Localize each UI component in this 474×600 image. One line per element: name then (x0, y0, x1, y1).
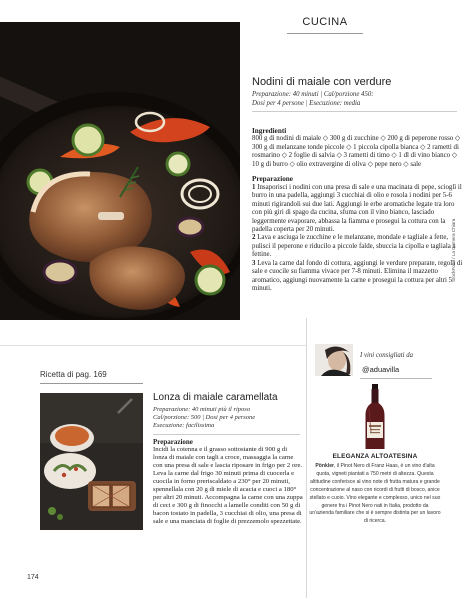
secondary-meta-line-3: Esecuzione: facilissima (153, 422, 215, 429)
sommelier-handle[interactable]: @aduavilla (362, 365, 400, 374)
wine-description (309, 463, 441, 526)
ingredients-list: 800 g di nodini di maiale ◇ 300 g di zucchine ◇ 200 g di peperone rosso ◇ 300 g di melanzane tonde piccole ◇ 1 piccola cipolla bianca ◇ 2 rametti di rosmarino ◇ 2 foglie di salvia ◇ 3 rametti di timo ◇ 1 dl di vino bianco ◇ 10 g di burro ◇ olio extravergine di oliva ◇ pepe nero ◇ sale (252, 135, 461, 168)
preparation-heading: Preparazione (252, 175, 293, 184)
wine-bottle-icon (355, 384, 395, 450)
recipe-meta (252, 91, 457, 108)
sommelier-portrait-icon (315, 344, 353, 376)
secondary-recipe-meta (153, 406, 303, 430)
wine-rule (360, 378, 432, 379)
ingredients-heading: Ingredienti (252, 127, 287, 135)
step-1-text: Insaporisci i nodini con una presa di sale e una macinata di pepe, scioglì il burro in una padella, aggiungi 3 cucchiai di olio e rosola i nodini per 5-6 minuti rigirandoli sui due lati. Aggiungi le erbe aromatiche legate tra loro con più giri di spago da cucina, sfuma con il vino bianco, lasciado leggermente evaporare, abbassa la fiamma e prosegui la cottura con la padella coperta per 20 minuti. (252, 183, 462, 233)
pork-chops-illustration (0, 22, 240, 320)
secondary-meta-line-1: Preparazione: 40 minuti più il riposo (153, 406, 251, 413)
title-rule (252, 111, 457, 112)
section-divider (0, 345, 306, 346)
wine-recommendation-label: I vini consigliati da (360, 352, 414, 359)
recipe-meta-line-1: Preparazione: 40 minuti | Cal/porzione 450: (252, 91, 374, 98)
pork-loin-photo (40, 393, 143, 530)
pork-loin-illustration (40, 393, 143, 530)
recipe-body (252, 124, 464, 294)
secondary-meta-line-2: Cal/porzione: 500 | Dosi per 4 persone (153, 414, 256, 421)
step-2 (252, 234, 464, 259)
recipe-meta-line-2: Dosi per 4 persone | Esecuzione: media (252, 99, 361, 107)
secondary-recipe-body (153, 438, 303, 527)
secondary-preparation-heading: Preparazione (153, 438, 193, 446)
ricetta-reference: Ricetta di pag. 169 (40, 370, 107, 379)
page-number: 174 (27, 574, 39, 581)
wine-description-text: , il Pinot Nero di Franz Haas, è un vino d'alta quota, vigneti piantati a 750 metri di altezza. Questa altitudine conferisce al vino note di frutta matura e grande concentrazione al naso con ricordi di frutti di bosco, anice stellato e cuoio. Vino elegante e complesso, unico nel suo genere fra i Pinot Nero nati in Italia, prodotto da un'azienda familiare che si è sempre distinta per un lavoro di ricerca. (309, 463, 441, 525)
step-3-text: Leva la carne dal fondo di cottura, aggiungi le verdure preparate, regola di sale e cuocile su fiamma vivace per 7-8 minuti. Elimina il mazzetto aromatico, aggiungi nuovamente la carne e prosegui la cottura per altri 5 minuti. (252, 259, 463, 293)
step-3 (252, 260, 464, 294)
secondary-recipe-title: Lonza di maiale caramellata (153, 392, 278, 403)
step-2-number: 2 (252, 234, 256, 242)
secondary-title-rule (153, 434, 300, 435)
wine-title: ELEGANZA ALTOATESINA (332, 453, 418, 460)
step-3-number: 3 (252, 259, 256, 267)
step-1 (252, 184, 464, 235)
wine-name: Pönkler (315, 463, 335, 469)
pork-chops-photo (0, 22, 240, 320)
step-1-number: 1 (252, 183, 256, 191)
section-heading-rule (287, 33, 363, 34)
sommelier-avatar (315, 344, 353, 376)
step-2-text: Lava e asciuga le zucchine e le melanzane, mondale e tagliale a fette, pulisci il peperone e riducilo a piccole falde, sbuccia la cipolla e tagliala a fettine. (252, 234, 456, 259)
secondary-preparation-text: Incidi la cotenna e il grasso sottostante di 900 g di lonza di maiale con tagli a croce, massaggia la carne con una presa di sale e lascia riposare in frigo per 2 ore. Leva la carne dal frigo 30 minuti prima di cuocerla e cuocila in forno preriscaldato a 230° per 20 minuti, spennellala con 20 g di miele di acacia e cuoci a 180° per altri 20 minuti. Accompagna la carne con una zuppa di ceci e 300 g di finocchi a lamelle conditi con 50 g di bacon tostato in padella, 3 cucchiai di olio, una presa di sale e una manciata di foglie di prezzemolo spezzettate. (153, 446, 303, 526)
ricetta-rule (40, 383, 143, 384)
photo-credit: StockFood / La Camera Chiara (451, 218, 456, 282)
section-heading: CUCINA (302, 16, 348, 28)
recipe-title: Nodini di maiale con verdure (252, 76, 392, 88)
wine-bottle-image (355, 384, 395, 450)
